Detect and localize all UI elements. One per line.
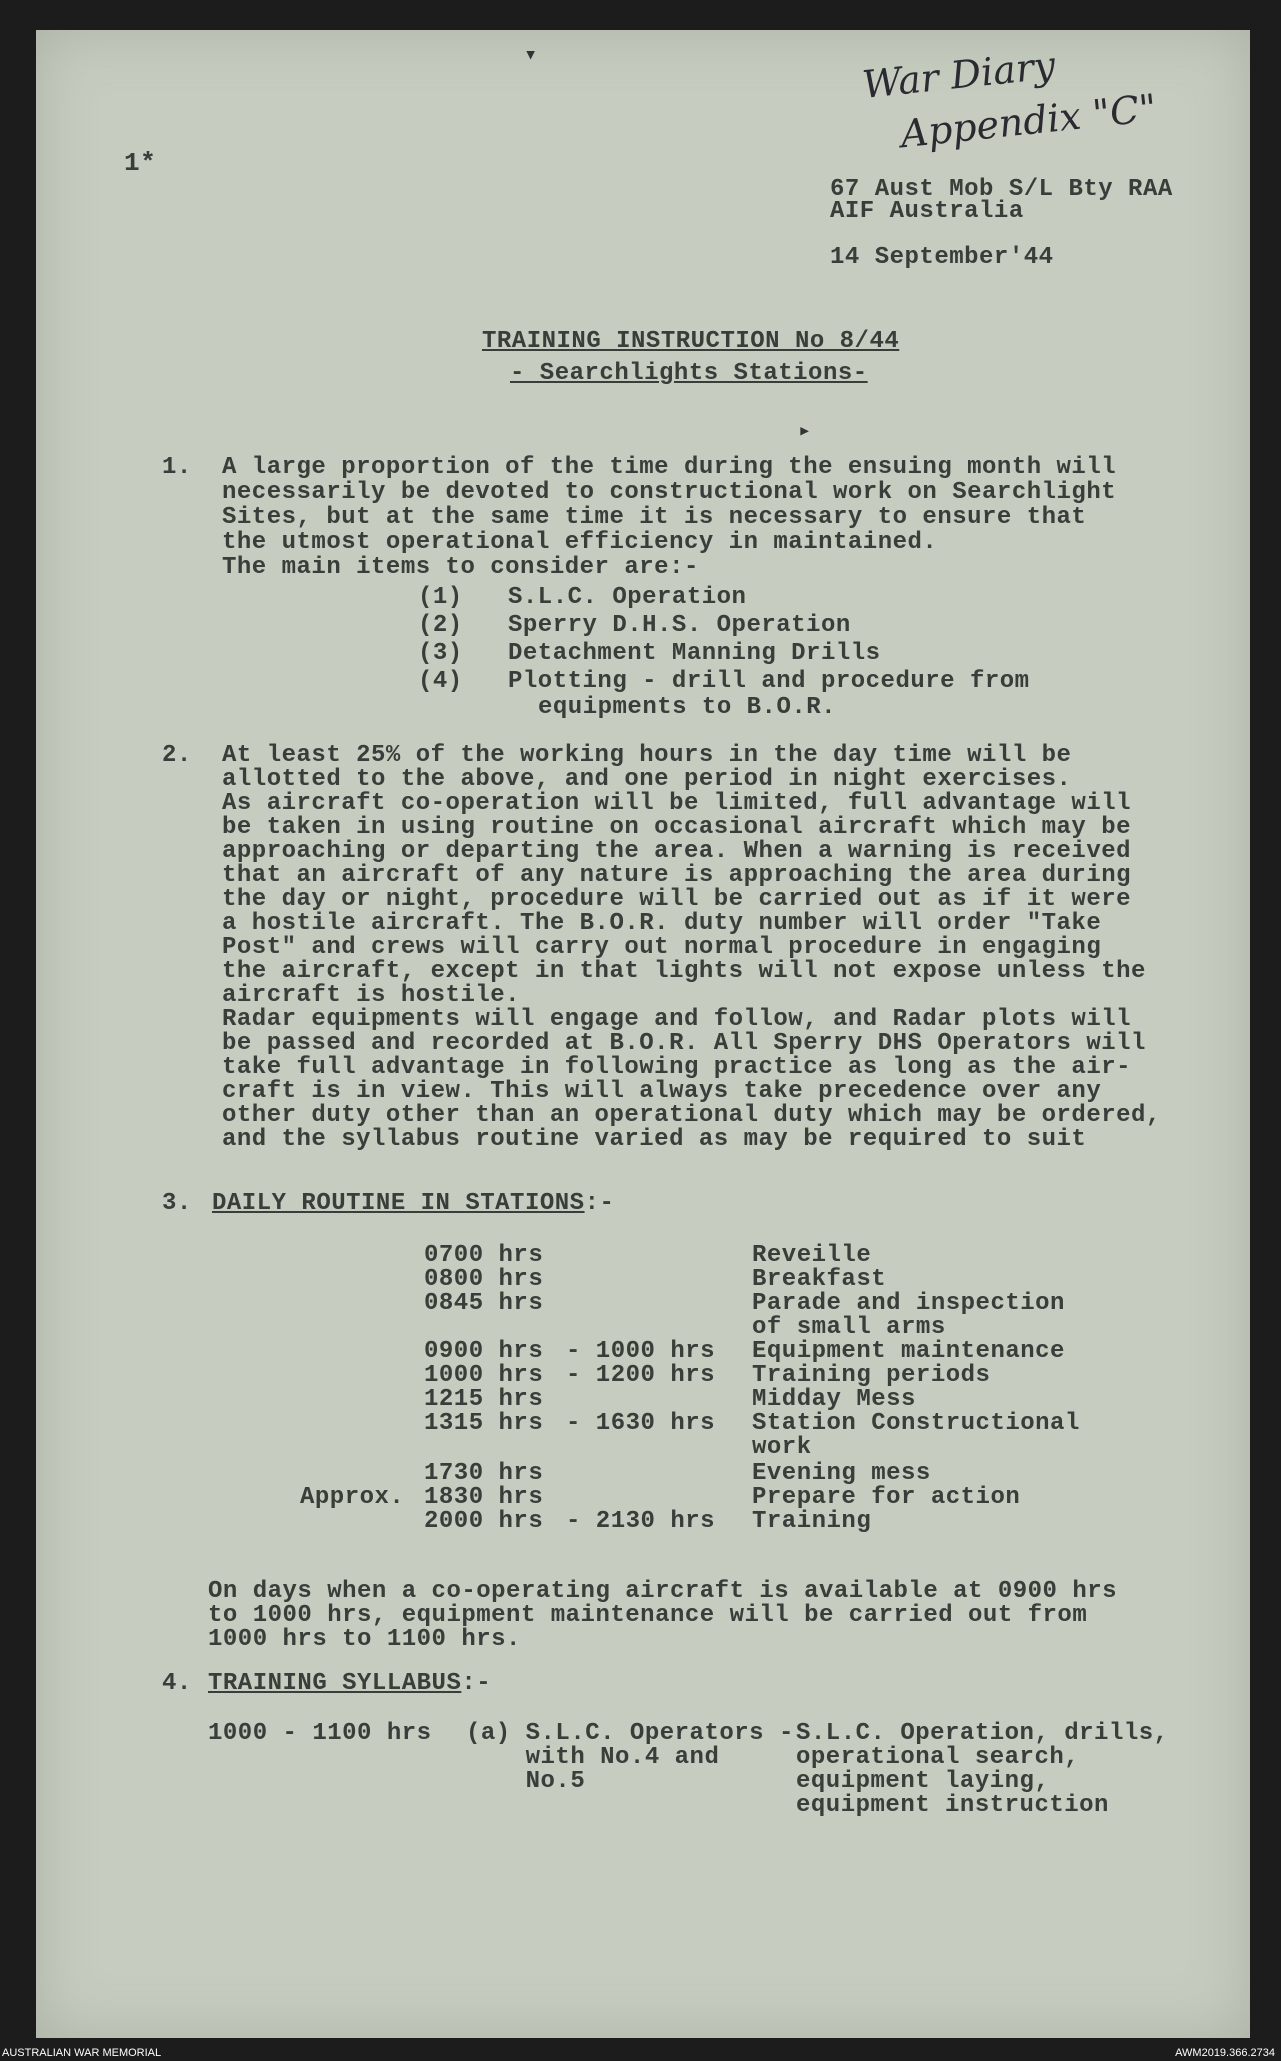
para3-number: 3. bbox=[162, 1190, 192, 1217]
schedule-activity: Training bbox=[752, 1508, 872, 1535]
syllabus-detail-line: equipment laying, bbox=[796, 1768, 1050, 1795]
schedule-activity-continuation: of small arms bbox=[752, 1314, 946, 1341]
para2-line: and the syllabus routine varied as may be required to suit bbox=[222, 1126, 1087, 1153]
footer-accession-number: AWM2019.366.2734 bbox=[1175, 2047, 1275, 2059]
para1-line: A large proportion of the time during the ensuing month will bbox=[222, 454, 1117, 481]
para2-line: other duty other than an operational duty which may be ordered, bbox=[222, 1102, 1161, 1129]
para3-heading-suffix: :- bbox=[584, 1190, 615, 1217]
unit-line-1: 67 Aust Mob S/L Bty RAA bbox=[830, 176, 1173, 203]
para1-line: necessarily be devoted to constructional work on Searchlight bbox=[222, 479, 1117, 506]
handwritten-annotation-line2: Appendix "C" bbox=[898, 85, 1159, 157]
para2-line: As aircraft co-operation will be limited, full advantage will bbox=[222, 790, 1132, 817]
schedule-activity-continuation: work bbox=[752, 1434, 812, 1461]
para2-line: Post" and crews will carry out normal procedure in engaging bbox=[222, 934, 1102, 961]
para2-number: 2. bbox=[162, 742, 192, 769]
punch-mark: ▾ bbox=[524, 43, 538, 68]
para1-item-number: (4) bbox=[418, 668, 463, 695]
para4-heading-text: TRAINING SYLLABUS bbox=[208, 1670, 462, 1697]
para2-line: a hostile aircraft. The B.O.R. duty number will order "Take bbox=[222, 910, 1102, 937]
para1-line: the utmost operational efficiency in maintained. bbox=[222, 529, 938, 556]
para1-number: 1. bbox=[162, 454, 192, 481]
para1-item-text: S.L.C. Operation bbox=[508, 584, 747, 611]
para2-line: be taken in using routine on occasional aircraft which may be bbox=[222, 814, 1132, 841]
document-title: TRAINING INSTRUCTION No 8/44 bbox=[482, 328, 900, 355]
schedule-time: 0700 hrs bbox=[424, 1242, 544, 1269]
para1-item-continuation: equipments to B.O.R. bbox=[538, 694, 837, 721]
handwritten-annotation-line1: War Diary bbox=[860, 43, 1058, 107]
schedule-activity: Prepare for action bbox=[752, 1484, 1021, 1511]
para4-heading bbox=[208, 1672, 491, 1696]
para1-item-number: (3) bbox=[418, 640, 463, 667]
para2-line: Radar equipments will engage and follow, and Radar plots will bbox=[222, 1006, 1132, 1033]
syllabus-detail-line: equipment instruction bbox=[796, 1792, 1109, 1819]
para1-item-text: Sperry D.H.S. Operation bbox=[508, 612, 851, 639]
para1-item-text: Plotting - drill and procedure from bbox=[508, 668, 1030, 695]
para4-number: 4. bbox=[162, 1670, 192, 1697]
unit-line-2: AIF Australia bbox=[830, 198, 1024, 225]
schedule-activity: Evening mess bbox=[752, 1460, 931, 1487]
para2-line: allotted to the above, and one period in night exercises. bbox=[222, 766, 1072, 793]
para2-line: At least 25% of the working hours in the day time will be bbox=[222, 742, 1072, 769]
para3-note-line: to 1000 hrs, equipment maintenance will be carried out from bbox=[208, 1602, 1088, 1629]
syllabus-group-line: No.5 bbox=[466, 1768, 586, 1795]
document-subtitle: - Searchlights Stations- bbox=[510, 360, 868, 387]
para3-heading bbox=[212, 1192, 614, 1216]
schedule-time: 1730 hrs bbox=[424, 1460, 544, 1487]
schedule-activity: Breakfast bbox=[752, 1266, 887, 1293]
schedule-time: 0800 hrs bbox=[424, 1266, 544, 1293]
para1-line: Sites, but at the same time it is necessary to ensure that bbox=[222, 504, 1087, 531]
schedule-activity: Reveille bbox=[752, 1242, 872, 1269]
punch-mark: ▸ bbox=[798, 419, 812, 444]
schedule-activity: Training periods bbox=[752, 1362, 991, 1389]
para2-line: that an aircraft of any nature is approaching the area during bbox=[222, 862, 1132, 889]
footer-credit: AUSTRALIAN WAR MEMORIAL bbox=[2, 2047, 162, 2059]
schedule-prefix: Approx. bbox=[300, 1484, 405, 1511]
corner-mark: 1* bbox=[124, 148, 157, 178]
para2-line: approaching or departing the area. When a warning is received bbox=[222, 838, 1132, 865]
schedule-time: 1215 hrs bbox=[424, 1386, 544, 1413]
para2-line: craft is in view. This will always take precedence over any bbox=[222, 1078, 1102, 1105]
schedule-time: 0845 hrs bbox=[424, 1290, 544, 1317]
para1-item-text: Detachment Manning Drills bbox=[508, 640, 881, 667]
para3-note-line: On days when a co-operating aircraft is available at 0900 hrs bbox=[208, 1578, 1118, 1605]
schedule-time: 1315 hrs bbox=[424, 1410, 544, 1437]
para2-line: the aircraft, except in that lights will not expose unless the bbox=[222, 958, 1146, 985]
schedule-time: 1830 hrs bbox=[424, 1484, 544, 1511]
para2-line: aircraft is hostile. bbox=[222, 982, 521, 1009]
schedule-time: 2000 hrs bbox=[424, 1508, 544, 1535]
syllabus-time: 1000 - 1100 hrs bbox=[208, 1720, 432, 1747]
schedule-activity: Station Constructional bbox=[752, 1410, 1080, 1437]
para3-heading-text: DAILY ROUTINE IN STATIONS bbox=[212, 1190, 585, 1217]
para3-note-line: 1000 hrs to 1100 hrs. bbox=[208, 1626, 521, 1653]
schedule-end-time: - 1000 hrs bbox=[566, 1338, 716, 1365]
schedule-end-time: - 1200 hrs bbox=[566, 1362, 716, 1389]
schedule-activity: Midday Mess bbox=[752, 1386, 916, 1413]
para1-item-number: (1) bbox=[418, 584, 463, 611]
schedule-end-time: - 1630 hrs bbox=[566, 1410, 716, 1437]
schedule-activity: Equipment maintenance bbox=[752, 1338, 1065, 1365]
para2-line: the day or night, procedure will be carried out as if it were bbox=[222, 886, 1132, 913]
schedule-end-time: - 2130 hrs bbox=[566, 1508, 716, 1535]
syllabus-group-line: (a) S.L.C. Operators - bbox=[466, 1720, 794, 1747]
para1-line: The main items to consider are:- bbox=[222, 554, 699, 581]
para2-line: take full advantage in following practice as long as the air- bbox=[222, 1054, 1132, 1081]
para2-line: be passed and recorded at B.O.R. All Sperry DHS Operators will bbox=[222, 1030, 1146, 1057]
para4-heading-suffix: :- bbox=[461, 1670, 492, 1697]
schedule-time: 0900 hrs bbox=[424, 1338, 544, 1365]
syllabus-detail-line: S.L.C. Operation, drills, bbox=[796, 1720, 1169, 1747]
syllabus-detail-line: operational search, bbox=[796, 1744, 1080, 1771]
schedule-time: 1000 hrs bbox=[424, 1362, 544, 1389]
para1-item-number: (2) bbox=[418, 612, 463, 639]
schedule-activity: Parade and inspection bbox=[752, 1290, 1065, 1317]
document-date: 14 September'44 bbox=[830, 244, 1054, 271]
syllabus-group-line: with No.4 and bbox=[466, 1744, 720, 1771]
